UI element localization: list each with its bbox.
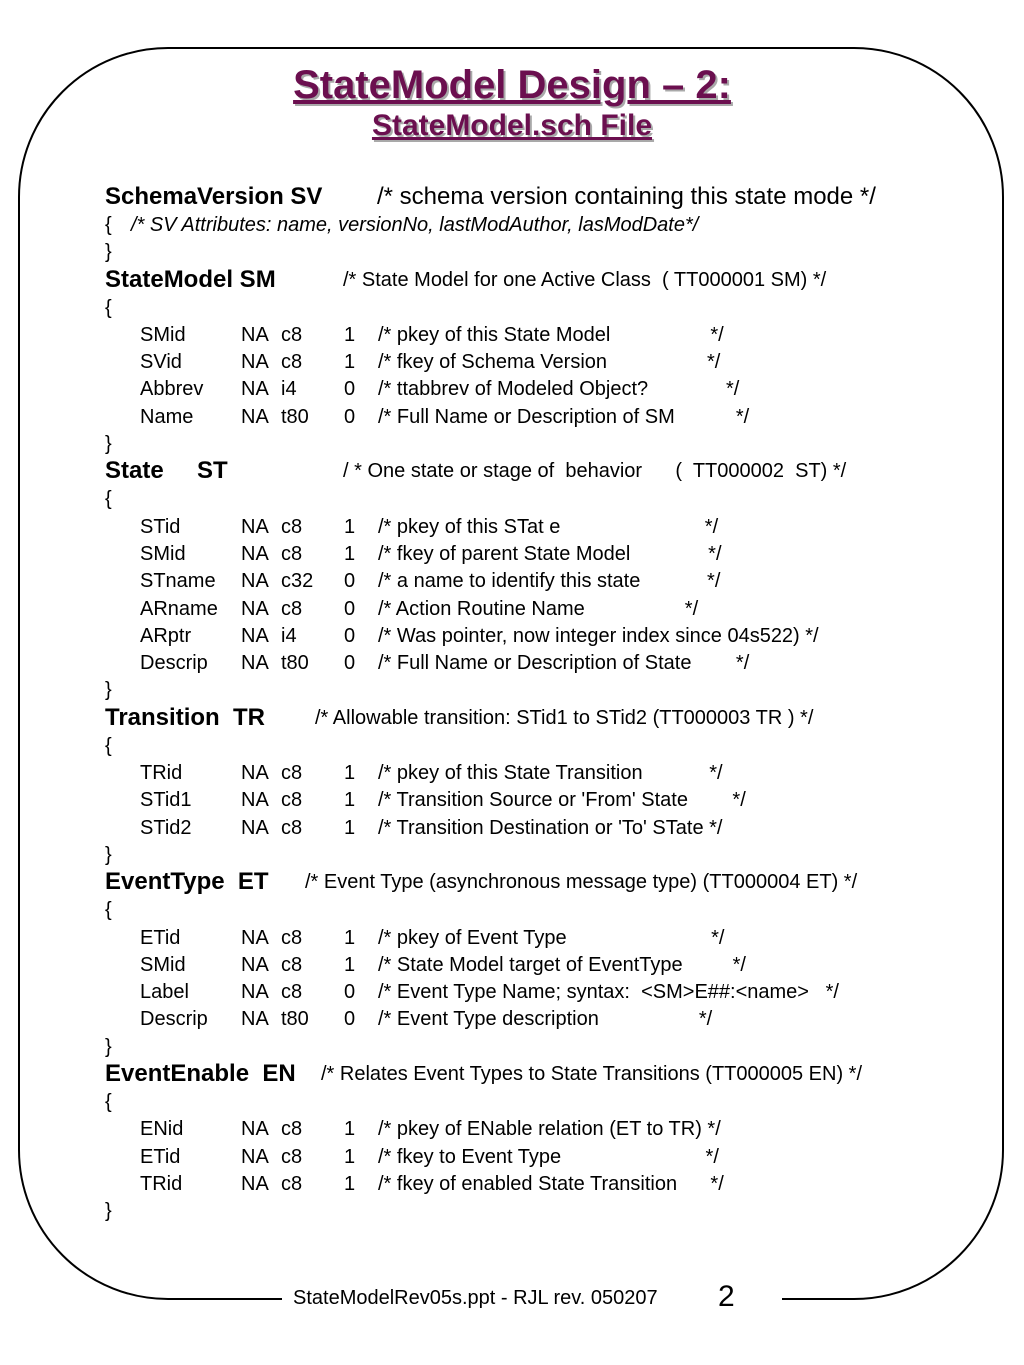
field-comment: /* pkey of this State Transition */: [378, 762, 723, 785]
schema-content: [105, 183, 985, 1228]
field-na: NA: [241, 652, 269, 675]
field-name: Descrip: [140, 652, 208, 675]
table-comment: /* State Model for one Active Class ( TT000001 SM) */: [343, 268, 827, 291]
field-required: 1: [344, 1145, 356, 1168]
footer-text: StateModelRev05s.ppt - RJL rev. 050207: [293, 1287, 658, 1309]
field-na: NA: [241, 378, 269, 401]
field-name: SMid: [140, 542, 186, 565]
field-row: [105, 378, 985, 405]
field-comment: /* Event Type Name; syntax: <SM>E##:<name> */: [378, 981, 839, 1004]
close-brace: }: [105, 1035, 112, 1058]
field-name: Name: [140, 405, 194, 428]
field-comment: /* Full Name or Description of SM */: [378, 405, 750, 428]
field-row: [105, 324, 985, 351]
field-na: NA: [241, 953, 269, 976]
field-comment: /* State Model target of EventType */: [378, 953, 746, 976]
field-type: c8: [281, 789, 303, 812]
field-row: [105, 981, 985, 1008]
field-comment: /* Transition Destination or 'To' STate */: [378, 816, 723, 839]
field-comment: /* Full Name or Description of State */: [378, 652, 750, 675]
field-comment: /* fkey of Schema Version */: [378, 351, 721, 374]
field-row: [105, 762, 985, 789]
field-row: [105, 406, 985, 433]
field-name: ARname: [140, 597, 218, 620]
open-brace: {: [105, 296, 112, 319]
field-required: 1: [344, 789, 356, 812]
field-row: [105, 516, 985, 543]
field-required: 1: [344, 542, 356, 565]
field-na: NA: [241, 981, 269, 1004]
field-type: c8: [281, 351, 303, 374]
field-type: c8: [281, 542, 303, 565]
field-comment: /* ttabbrev of Modeled Object? */: [378, 378, 740, 401]
table-name: State ST: [105, 457, 228, 485]
field-name: ENid: [140, 1118, 184, 1141]
field-row: [105, 351, 985, 378]
schema-comment: /* schema version containing this state mode */: [377, 183, 876, 210]
field-row: [105, 570, 985, 597]
field-name: STid: [140, 515, 181, 538]
field-comment: /* fkey of enabled State Transition */: [378, 1172, 724, 1195]
close-brace-row: [105, 1200, 985, 1227]
field-type: c8: [281, 926, 303, 949]
field-name: Descrip: [140, 1008, 208, 1031]
field-required: 1: [344, 1172, 356, 1195]
field-type: c8: [281, 981, 303, 1004]
field-comment: /* pkey of Event Type */: [378, 926, 725, 949]
table-header-row: [105, 1060, 985, 1091]
open-brace-row: [105, 899, 985, 926]
field-na: NA: [241, 816, 269, 839]
field-name: TRid: [140, 1172, 183, 1195]
field-name: STname: [140, 570, 216, 593]
open-brace-row: [105, 488, 985, 515]
field-name: Label: [140, 981, 189, 1004]
field-type: c8: [281, 515, 303, 538]
table-name: Transition TR: [105, 703, 266, 731]
field-na: NA: [241, 570, 269, 593]
slide-subtitle: StateModel.sch File: [371, 109, 653, 142]
close-brace-row: [105, 679, 985, 706]
schema-attr-comment: /* SV Attributes: name, versionNo, lastModAuthor, lasModDate*/: [131, 214, 699, 236]
field-row: [105, 817, 985, 844]
field-name: SVid: [140, 351, 182, 374]
field-type: c32: [281, 570, 314, 593]
schema-header: SchemaVersion SV: [105, 183, 323, 210]
open-brace-row: [105, 297, 985, 324]
field-name: TRid: [140, 762, 183, 785]
field-na: NA: [241, 1172, 269, 1195]
field-required: 0: [344, 405, 356, 428]
table-header-row: [105, 265, 985, 297]
field-row: [105, 954, 985, 981]
field-type: c8: [281, 323, 303, 346]
field-required: 0: [344, 570, 356, 593]
table-name: StateModel SM: [105, 265, 276, 293]
table-header-row: [105, 457, 985, 488]
field-required: 1: [344, 1118, 356, 1141]
table-comment: /* Event Type (asynchronous message type) (TT000004 ET) */: [305, 871, 858, 894]
field-type: i4: [281, 378, 297, 401]
field-required: 0: [344, 378, 356, 401]
field-row: [105, 543, 985, 570]
field-type: t80: [281, 652, 309, 675]
field-na: NA: [241, 323, 269, 346]
field-type: c8: [281, 816, 303, 839]
close-brace: }: [105, 1200, 112, 1223]
field-na: NA: [241, 1145, 269, 1168]
open-brace-row: [105, 1091, 985, 1118]
field-na: NA: [241, 597, 269, 620]
field-row: [105, 1146, 985, 1173]
field-type: t80: [281, 1008, 309, 1031]
field-required: 0: [344, 652, 356, 675]
field-name: ETid: [140, 926, 181, 949]
field-na: NA: [241, 1118, 269, 1141]
title-block: [0, 62, 1024, 144]
field-na: NA: [241, 789, 269, 812]
field-row: [105, 1008, 985, 1035]
open-brace: {: [105, 734, 112, 757]
table-comment: /* Relates Event Types to State Transitions (TT000005 EN) */: [321, 1063, 863, 1086]
field-name: ETid: [140, 1145, 181, 1168]
open-brace: {: [105, 899, 112, 922]
field-name: ARptr: [140, 624, 192, 647]
field-type: c8: [281, 1145, 303, 1168]
field-na: NA: [241, 515, 269, 538]
table-name: EventType ET: [105, 868, 269, 896]
field-required: 1: [344, 515, 356, 538]
table-comment: / * One state or stage of behavior ( TT000002 ST) */: [343, 460, 847, 483]
field-type: c8: [281, 1118, 303, 1141]
table-header-row: [105, 703, 985, 735]
field-row: [105, 625, 985, 652]
close-brace-row: [105, 433, 985, 460]
field-row: [105, 927, 985, 954]
field-type: i4: [281, 624, 297, 647]
field-na: NA: [241, 1008, 269, 1031]
field-na: NA: [241, 762, 269, 785]
field-type: c8: [281, 1172, 303, 1195]
field-row: [105, 598, 985, 625]
field-required: 1: [344, 323, 356, 346]
field-comment: /* pkey of ENable relation (ET to TR) */: [378, 1118, 721, 1141]
table-header-row: [105, 868, 985, 899]
open-brace: {: [105, 1091, 112, 1114]
close-brace: }: [105, 843, 112, 866]
schema-attr-row: [105, 214, 985, 241]
field-required: 0: [344, 1008, 356, 1031]
field-na: NA: [241, 624, 269, 647]
field-na: NA: [241, 542, 269, 565]
open-brace-row: [105, 735, 985, 762]
field-comment: /* Event Type description */: [378, 1008, 713, 1031]
field-required: 1: [344, 762, 356, 785]
field-type: c8: [281, 953, 303, 976]
field-na: NA: [241, 351, 269, 374]
table-comment: /* Allowable transition: STid1 to STid2 (TT000003 TR ) */: [315, 706, 814, 729]
field-type: t80: [281, 405, 309, 428]
field-required: 0: [344, 624, 356, 647]
field-comment: /* Transition Source or 'From' State */: [378, 789, 746, 812]
schema-close-row: [105, 241, 985, 268]
field-row: [105, 789, 985, 816]
field-na: NA: [241, 405, 269, 428]
field-row: [105, 652, 985, 679]
field-row: [105, 1118, 985, 1145]
footer: [0, 1280, 1024, 1320]
field-row: [105, 1173, 985, 1200]
field-required: 1: [344, 351, 356, 374]
field-required: 0: [344, 597, 356, 620]
field-name: STid1: [140, 789, 192, 812]
field-type: c8: [281, 597, 303, 620]
field-name: STid2: [140, 816, 192, 839]
field-comment: /* Was pointer, now integer index since 04s522) */: [378, 624, 819, 647]
field-comment: /* pkey of this State Model */: [378, 323, 724, 346]
field-name: SMid: [140, 953, 186, 976]
field-required: 1: [344, 953, 356, 976]
close-brace-row: [105, 844, 985, 871]
table-definitions: [105, 265, 985, 1228]
close-brace: }: [105, 433, 112, 456]
open-brace: {: [105, 488, 112, 511]
field-comment: /* fkey of parent State Model */: [378, 542, 722, 565]
field-na: NA: [241, 926, 269, 949]
field-required: 1: [344, 816, 356, 839]
field-required: 0: [344, 981, 356, 1004]
field-comment: /* a name to identify this state */: [378, 570, 721, 593]
close-brace-row: [105, 1036, 985, 1063]
field-name: SMid: [140, 323, 186, 346]
close-brace: }: [105, 241, 112, 264]
field-comment: /* pkey of this STat e */: [378, 515, 719, 538]
open-brace: {: [105, 214, 112, 236]
schema-header-row: [105, 183, 985, 214]
field-name: Abbrev: [140, 378, 204, 401]
close-brace: }: [105, 679, 112, 702]
field-required: 1: [344, 926, 356, 949]
field-comment: /* fkey to Event Type */: [378, 1145, 719, 1168]
field-type: c8: [281, 762, 303, 785]
table-name: EventEnable EN: [105, 1060, 296, 1088]
field-comment: /* Action Routine Name */: [378, 597, 699, 620]
slide-title: StateModel Design – 2:: [293, 63, 731, 107]
page-number: 2: [718, 1280, 735, 1313]
